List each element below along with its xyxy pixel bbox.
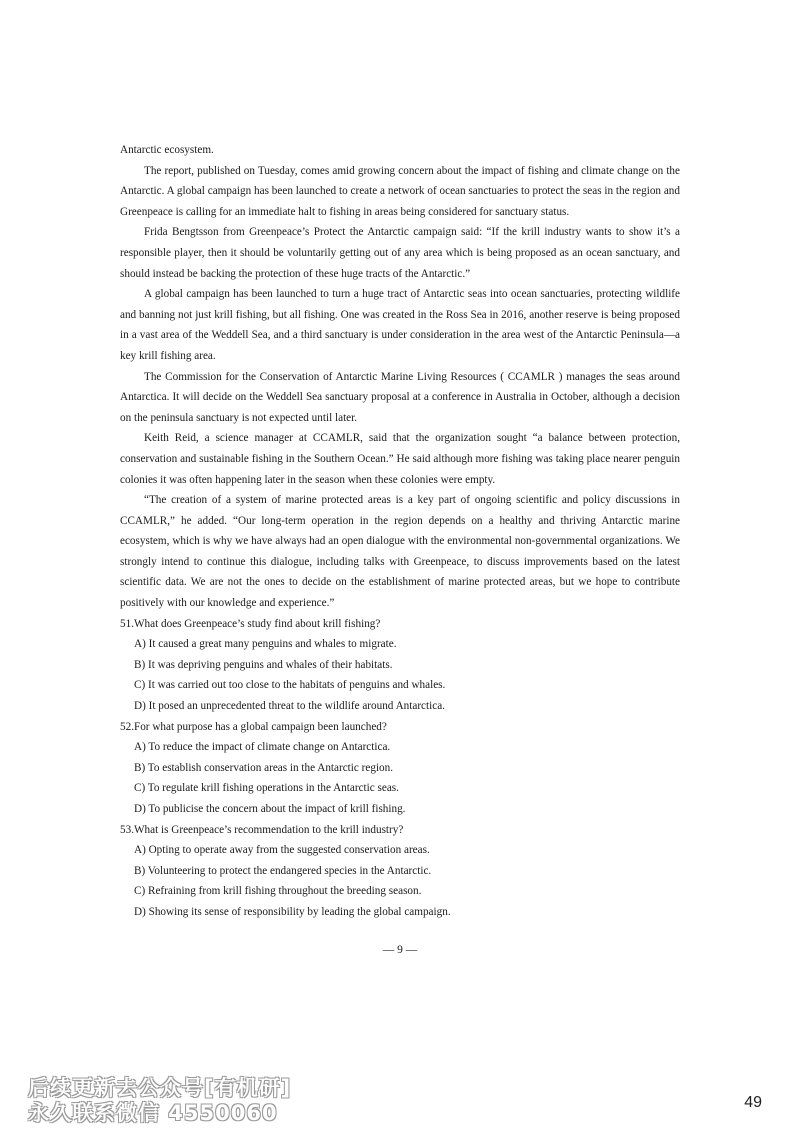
- passage: [120, 140, 680, 923]
- answer-option: B) To establish conservation areas in the Antarctic region.: [134, 761, 394, 774]
- answer-option: C) To regulate krill fishing operations in the Antarctic seas.: [134, 782, 399, 795]
- answer-option: A) It caused a great many penguins and whales to migrate.: [134, 638, 397, 651]
- page-number: — 9 —: [382, 944, 418, 956]
- paragraph: “The creation of a system of marine protected areas is a key part of ongoing scientific and policy discussions in CCAMLR,” he added. “Our long-term operation in the region depends on a healthy and thriving Antarctic marine ecosystem, which is why we have always had an open dialogue with the environmental non-governmental organizations. We strongly intend to continue this dialogue, including talks with Greenpeace, to discuss improvements based on the latest scientific data. We are not the ones to decide on the establishment of marine protected areas, but we hope to contribute positively with our knowledge and experience.”: [120, 494, 680, 610]
- answer-option: A) To reduce the impact of climate change on Antarctica.: [134, 741, 391, 754]
- paragraph: Keith Reid, a science manager at CCAMLR, said that the organization sought “a balance between protection, conservation and sustainable fishing in the Southern Ocean.” He said although more fishing was taking place nearer penguin colonies it was often happening later in the season when these colonies were empty.: [120, 432, 680, 486]
- question-block: [120, 614, 680, 717]
- answer-option: A) Opting to operate away from the suggested conservation areas.: [134, 844, 430, 857]
- answer-option: C) It was carried out too close to the habitats of penguins and whales.: [134, 679, 446, 692]
- paragraph: A global campaign has been launched to turn a huge tract of Antarctic seas into ocean sanctuaries, protecting wildlife and banning not just krill fishing, but all fishing. One was created in the Ross Sea in 2016, another reserve is being proposed in a vast area of the Weddell Sea, and a third sanctuary is under consideration in the area west of the Antarctic Peninsula—a key krill fishing area.: [120, 288, 680, 362]
- paragraph: The Commission for the Conservation of Antarctic Marine Living Resources ( CCAMLR ) manages the seas around Antarctica. It will decide on the Weddell Sea sanctuary proposal at a conference in Australia in October, although a decision on the peninsula sanctuary is not expected until later.: [120, 370, 680, 424]
- passage-paragraphs: [120, 140, 680, 614]
- answer-option: C) Refraining from krill fishing throughout the breeding season.: [134, 885, 422, 898]
- question-stem: 53.What is Greenpeace’s recommendation to the krill industry?: [120, 823, 404, 836]
- answer-option: D) Showing its sense of responsibility by leading the global campaign.: [134, 905, 451, 918]
- question-list: [120, 614, 680, 923]
- paragraph: Frida Bengtsson from Greenpeace’s Protect the Antarctic campaign said: “If the krill industry wants to show it’s a responsible player, then it should be voluntarily getting out of any area which is being proposed as an ocean sanctuary, and should instead be backing the protection of these huge tracts of the Antarctic.”: [120, 226, 680, 280]
- question-stem: 51.What does Greenpeace’s study find about krill fishing?: [120, 617, 381, 630]
- answer-option: D) It posed an unprecedented threat to the wildlife around Antarctica.: [134, 700, 445, 713]
- watermark-line-1: 后续更新去公众号[有机研]: [28, 1076, 292, 1100]
- answer-option: B) Volunteering to protect the endangered species in the Antarctic.: [134, 864, 432, 877]
- answer-option: D) To publicise the concern about the impact of krill fishing.: [134, 803, 406, 815]
- answer-option: B) It was depriving penguins and whales of their habitats.: [134, 658, 393, 671]
- paragraph: Antarctic ecosystem.: [120, 144, 214, 156]
- question-block: [120, 820, 680, 923]
- sheet-number: 49: [744, 1094, 762, 1111]
- paragraph: The report, published on Tuesday, comes amid growing concern about the impact of fishing and climate change on the Antarctic. A global campaign has been launched to create a network of ocean sanctuaries to protect the seas in the region and Greenpeace is calling for an immediate halt to fishing in areas being considered for sanctuary status.: [120, 164, 680, 218]
- watermark: [28, 1076, 291, 1126]
- question-stem: 52.For what purpose has a global campaign been launched?: [120, 720, 387, 733]
- question-block: [120, 717, 680, 820]
- watermark-line-2: 永久联系微信 4550060: [28, 1101, 278, 1125]
